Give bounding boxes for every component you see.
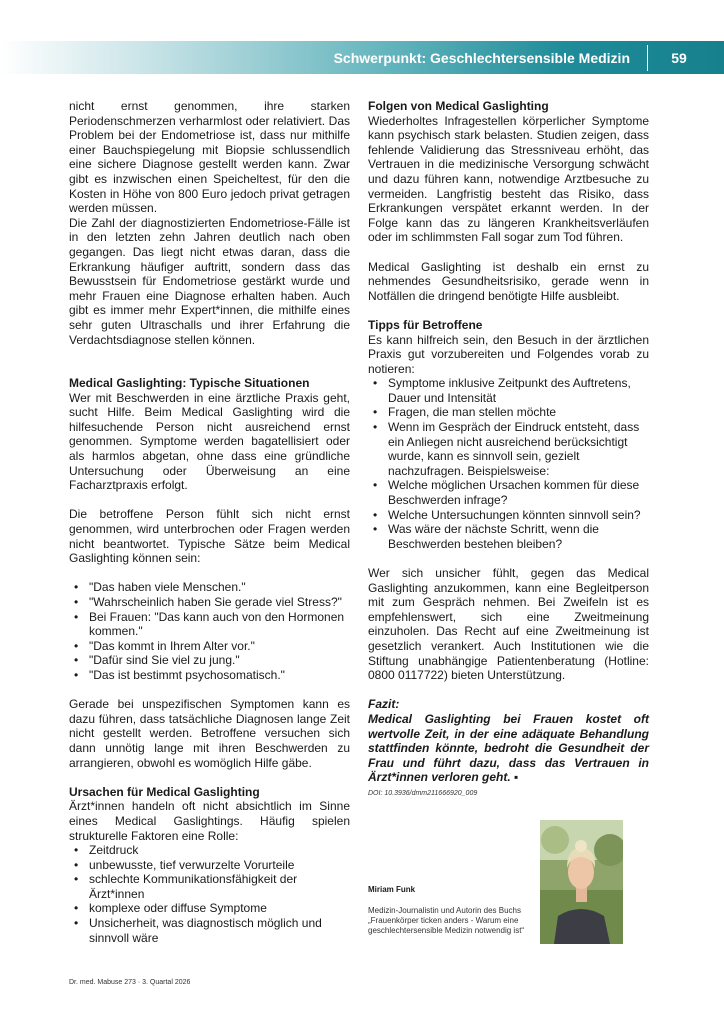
list-item: • "Wahrscheinlich haben Sie gerade viel Stress?" <box>69 595 350 610</box>
conclusion-text: Medical Gaslighting bei Frauen kostet oft wertvolle Zeit, in der eine adäquate Behandlung stattfinden könnte, bedroht die Gesundheit der Frau und führt dazu, dass das Vertrauen in Ärzt*innen verloren geht. ▪ <box>368 711 649 785</box>
paragraph: Gerade bei unspezifischen Symptomen kann es dazu führen, dass tatsächliche Diagnosen lange Zeit nicht gestellt werden. Betroffene versuchen sich dann unnötig lange mit ihren Beschwerden zu arrangieren, obwohl es womöglich Hilfe gäbe. <box>69 697 350 770</box>
section-heading: Ursachen für Medical Gaslighting <box>69 784 260 799</box>
paragraph: Es kann hilfreich sein, den Besuch in der ärztlichen Praxis gut vorzubereiten und Folgendes vorab zu notieren: <box>368 332 649 376</box>
list-item: • "Das kommt in Ihrem Alter vor." <box>69 639 350 654</box>
header-divider <box>647 45 648 71</box>
list-item: • Bei Frauen: "Das kann auch von den Hormonen kommen." <box>69 610 350 639</box>
page-header <box>0 41 724 74</box>
author-bio: Medizin-Journalistin und Autorin des Buchs „Frauenkörper ticken anders - Warum eine geschlechtersensible Medizin notwendig ist“ <box>368 906 525 935</box>
list-item: • "Dafür sind Sie viel zu jung." <box>69 653 350 668</box>
paragraph: Wer mit Beschwerden in eine ärztliche Praxis geht, sucht Hilfe. Beim Medical Gaslighting wird die hilfesuchende Person nicht ausreichend ernst genommen. Symptome werden bagatellisiert oder als harmlos abgetan, ohne dass eine gründliche Untersuchung oder Überweisung an eine Facharztpraxis erfolgt. <box>69 390 350 493</box>
list-item: • unbewusste, tief verwurzelte Vorurteile <box>69 858 350 873</box>
section-title: Schwerpunkt: Geschlechtersensible Medizin <box>333 50 630 66</box>
page-number: 59 <box>671 50 687 66</box>
right-column <box>368 99 649 798</box>
causes-list <box>69 843 350 945</box>
list-item: • Fragen, die man stellen möchte <box>368 405 649 420</box>
list-item: • "Das haben viele Menschen." <box>69 580 350 595</box>
section-heading: Folgen von Medical Gaslighting <box>368 99 549 113</box>
quote-list <box>69 580 350 682</box>
paragraph: Wiederholtes Infragestellen körperlicher Symptome kann psychisch stark belasten. Studien zeigen, dass fehlende Validierung das Stressniveau erhöht, das Vertrauen in die medizinische Versorgung schwächt und dazu führen kann, notwendige Arztbesuche zu vermeiden. Langfristig besteht das Risiko, dass Erkrankungen verspätet erkannt werden. In der Folge kann das zu längeren Krankheitsverläufen oder im schlimmsten Fall sogar zum Tod führen. <box>368 113 649 245</box>
list-item: • Unsicherheit, was diagnostisch möglich und sinnvoll wäre <box>69 916 350 945</box>
paragraph: Ärzt*innen handeln oft nicht absichtlich im Sinne eines Medical Gaslightings. Häufig spielen strukturelle Faktoren eine Rolle: <box>69 799 350 843</box>
section-heading: Tipps für Betroffene <box>368 317 483 332</box>
paragraph: Die Zahl der diagnostizierten Endometriose-Fälle ist in den letzten zehn Jahren deutlich nach oben gegangen. Das liegt nicht etwas daran, dass die Erkrankung häufiger auftritt, sondern dass das Bewusstsein für Endometriose gestärkt wurde und mehr Frauen eine Diagnose erhalten haben. Auch gibt es immer mehr Expert*innen, die mithilfe eines sehr guten Ultraschalls und ihrer Erfahrung die Verdachtsdiagnose stellen können. <box>69 215 350 347</box>
tips-list <box>368 376 649 551</box>
list-item: • Zeitdruck <box>69 843 350 858</box>
list-item: • komplexe oder diffuse Symptome <box>69 901 350 916</box>
page-footer: Dr. med. Mabuse 273 · 3. Quartal 2026 <box>69 979 191 986</box>
left-column <box>69 99 350 945</box>
paragraph: Medical Gaslighting ist deshalb ein ernst zu nehmendes Gesundheitsrisiko, gerade wenn in Notfällen die dringend benötigte Hilfe ausbleibt. <box>368 259 649 303</box>
paragraph: Wer sich unsicher fühlt, gegen das Medical Gaslighting anzukommen, kann eine Begleitperson mit zum Gespräch nehmen. Bei Zweifeln ist es empfehlenswert, sich eine Zweitmeinung einzuholen. Das Recht auf eine Zweitmeinung ist gesetzlich verankert. Auch Institutionen wie die Stiftung unabhängige Patientenberatung (Hotline: 0800 0117722) bieten Unterstützung. <box>368 566 649 683</box>
list-item: • Was wäre der nächste Schritt, wenn die Beschwerden bestehen bleiben? <box>368 522 649 551</box>
author-photo <box>540 820 623 944</box>
list-item: • schlechte Kommunikationsfähigkeit der Ärzt*innen <box>69 872 350 901</box>
author-name: Miriam Funk <box>368 885 416 894</box>
list-item: • "Das ist bestimmt psychosomatisch." <box>69 668 350 683</box>
doi-reference: DOI: 10.3936/dmm211666920_009 <box>368 789 478 797</box>
list-item: • Symptome inklusive Zeitpunkt des Auftretens, Dauer und Intensität <box>368 376 649 405</box>
list-item: • Wenn im Gespräch der Eindruck entsteht, dass ein Anliegen nicht ausreichend berücksichtigt wurde, kann es sinnvoll sein, gezielt nachzufragen. Beispielsweise: <box>368 420 649 478</box>
list-item: • Welche möglichen Ursachen kommen für diese Beschwerden infrage? <box>368 478 649 507</box>
list-item: • Welche Untersuchungen könnten sinnvoll sein? <box>368 508 649 523</box>
paragraph: nicht ernst genommen, ihre starken Periodenschmerzen verharmlost oder relativiert. Das Problem bei der Endometriose ist, dass nur mithilfe einer Bauchspiegelung mit Biopsie schlussendlich eine sichere Diagnose gestellt werden kann. Zwar gibt es inzwischen einen Speicheltest, für den die Kosten in Höhe von 800 Euro jedoch privat getragen werden müssen. <box>69 99 350 216</box>
conclusion-heading: Fazit: <box>368 697 400 712</box>
paragraph: Die betroffene Person fühlt sich nicht ernst genommen, wird unterbrochen oder Fragen werden nicht beantwortet. Typische Sätze beim Medical Gaslighting können sein: <box>69 507 350 566</box>
section-heading: Medical Gaslighting: Typische Situationen <box>69 376 310 391</box>
